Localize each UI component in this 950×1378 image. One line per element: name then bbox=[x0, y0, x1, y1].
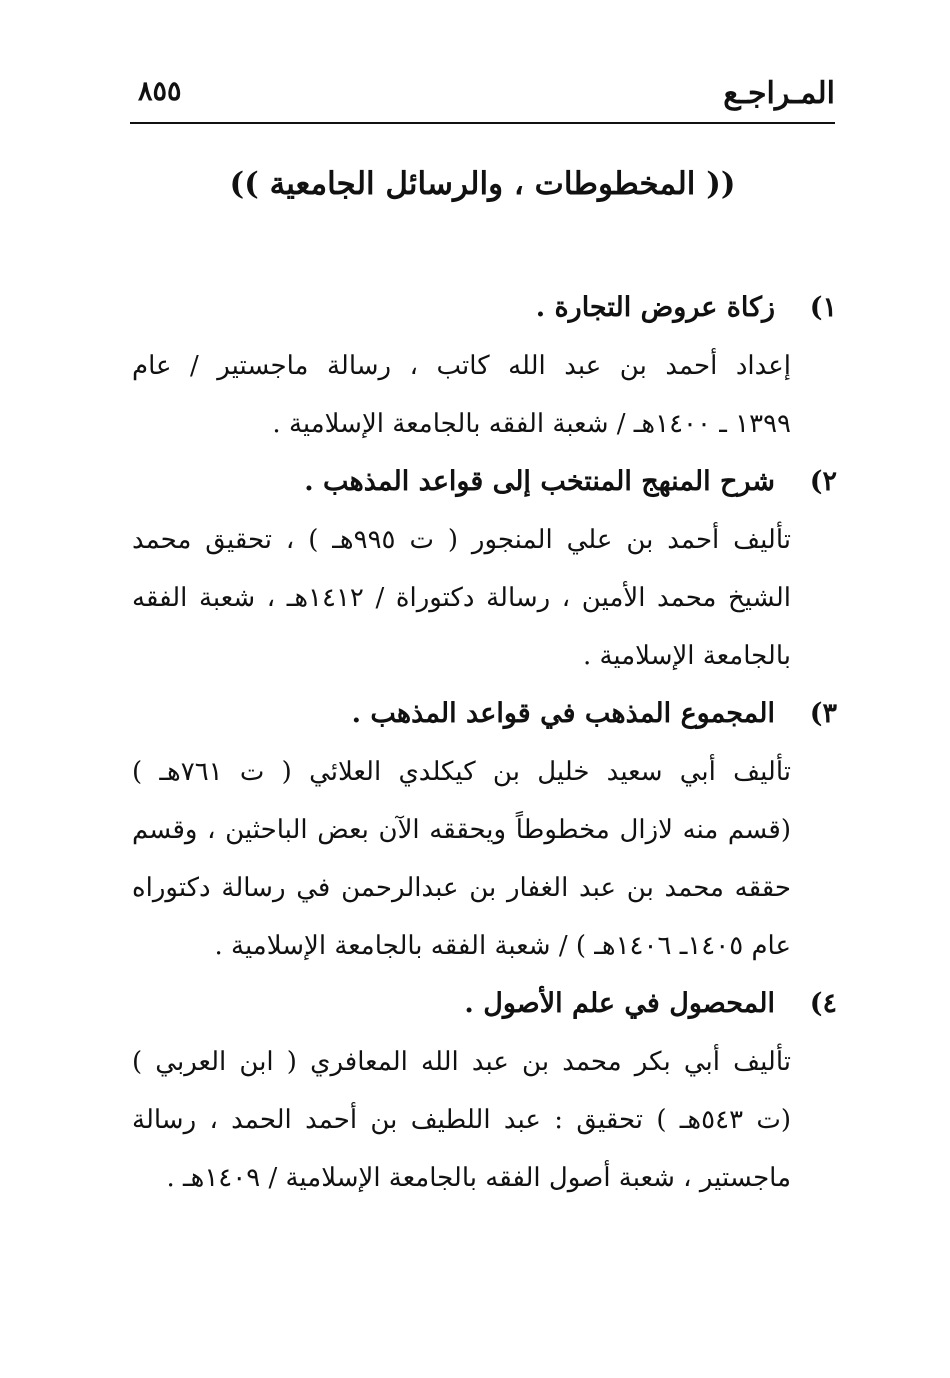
reference-entry bbox=[132, 453, 837, 685]
reference-entry bbox=[132, 685, 837, 975]
entry-title-row bbox=[132, 975, 837, 1033]
reference-list bbox=[132, 279, 837, 1207]
entry-title: المحصول في علم الأصول . bbox=[464, 988, 775, 1019]
entry-number: ٣) bbox=[809, 698, 837, 729]
entry-line: الشيخ محمد الأمين ، رسالة دكتوراة / ١٤١٢هـ ، شعبة الفقه bbox=[132, 583, 791, 613]
entry-description bbox=[132, 337, 791, 453]
entry-line: (قسم منه لازال مخطوطاً ويحققه الآن بعض الباحثين ، وقسم bbox=[132, 815, 791, 845]
entry-number: ٤) bbox=[809, 988, 837, 1019]
entry-description bbox=[132, 1033, 791, 1207]
running-header-title: المـراجـع bbox=[723, 76, 835, 111]
section-title: (( المخطوطات ، والرسائل الجامعية )) bbox=[229, 166, 736, 202]
entry-title-row bbox=[132, 279, 837, 337]
entry-title: المجموع المذهب في قواعد المذهب . bbox=[351, 698, 775, 729]
entry-line: عام ١٤٠٥ـ ١٤٠٦هـ ) / شعبة الفقه بالجامعة الإسلامية . bbox=[214, 931, 791, 961]
page-number: ٨٥٥ bbox=[138, 76, 182, 107]
entry-title: شرح المنهج المنتخب إلى قواعد المذهب . bbox=[304, 466, 775, 497]
reference-entry bbox=[132, 279, 837, 453]
entry-line: ماجستير ، شعبة أصول الفقه بالجامعة الإسلامية / ١٤٠٩هـ . bbox=[166, 1163, 791, 1193]
page-header bbox=[130, 70, 835, 124]
entry-line: تأليف أبي بكر محمد بن عبد الله المعافري ( ابن العربي ) bbox=[132, 1047, 791, 1077]
entry-title-row bbox=[132, 453, 837, 511]
reference-entry bbox=[132, 975, 837, 1207]
entry-title: زكاة عروض التجارة . bbox=[535, 292, 775, 323]
entry-description bbox=[132, 743, 791, 975]
entry-number: ٢) bbox=[809, 466, 837, 497]
entry-number: ١) bbox=[809, 292, 837, 323]
entry-line: ١٣٩٩ ـ ١٤٠٠هـ / شعبة الفقه بالجامعة الإسلامية . bbox=[272, 409, 791, 439]
entry-line: إعداد أحمد بن عبد الله كاتب ، رسالة ماجستير / عام bbox=[132, 351, 791, 381]
entry-line: حققه محمد بن عبد الغفار بن عبدالرحمن في رسالة دكتوراه bbox=[132, 873, 791, 903]
entry-description bbox=[132, 511, 791, 685]
entry-line: تأليف أحمد بن علي المنجور ( ت ٩٩٥هـ ) ، تحقيق محمد bbox=[132, 525, 791, 555]
entry-title-row bbox=[132, 685, 837, 743]
entry-line: تأليف أبي سعيد خليل بن كيكلدي العلائي ( ت ٧٦١هـ ) bbox=[132, 757, 791, 787]
entry-line: (ت ٥٤٣هـ ) تحقيق : عبد اللطيف بن أحمد الحمد ، رسالة bbox=[132, 1105, 791, 1135]
entry-line: بالجامعة الإسلامية . bbox=[582, 641, 791, 671]
